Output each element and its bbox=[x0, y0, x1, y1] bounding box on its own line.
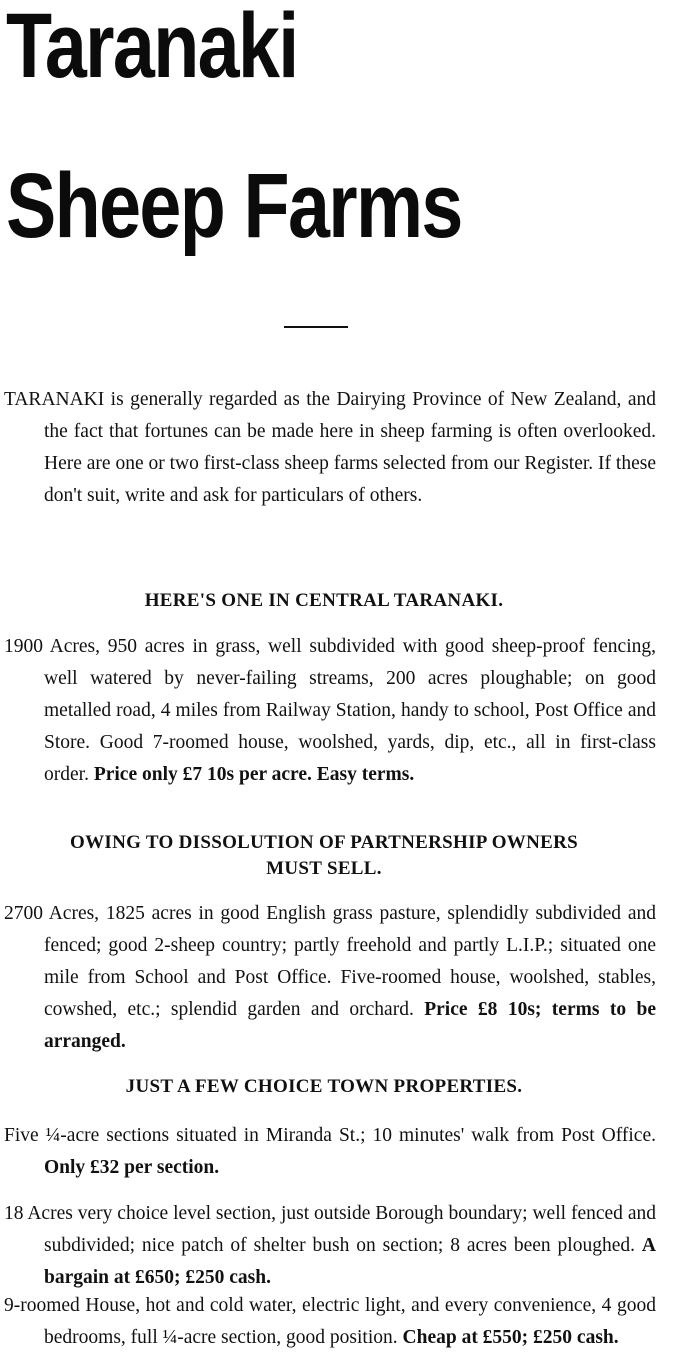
section-heading-town-properties bbox=[0, 1074, 648, 1100]
listing-price: Price £8 10s; terms to be arranged. bbox=[44, 999, 656, 1052]
listing-paragraph bbox=[4, 1120, 656, 1184]
heading-line: HERE'S ONE IN CENTRAL TARANAKI. bbox=[144, 590, 504, 611]
listing-price: A bargain at £650; £250 cash. bbox=[44, 1235, 656, 1288]
divider-rule bbox=[284, 326, 348, 328]
section-heading-dissolution bbox=[0, 830, 648, 882]
listing-text: Five ¼-acre sections situated in Miranda St.; 10 minutes' walk from Post Office. bbox=[4, 1125, 656, 1146]
section-heading-central-taranaki bbox=[0, 588, 648, 614]
listing-price: Price only £7 10s per acre. Easy terms. bbox=[93, 764, 415, 785]
listing-paragraph bbox=[4, 631, 656, 791]
heading-line: JUST A FEW CHOICE TOWN PROPERTIES. bbox=[125, 1076, 523, 1097]
listing-paragraph bbox=[4, 1290, 656, 1354]
heading-line: OWING TO DISSOLUTION OF PARTNERSHIP OWNERS bbox=[70, 832, 578, 853]
listing-text: 18 Acres very choice level section, just outside Borough boundary; well fenced and subdivided; nice patch of shelter bush on section; 8 acres been ploughed. bbox=[4, 1203, 656, 1256]
listing-text: 2700 Acres, 1825 acres in good English grass pasture, splendidly subdivided and fenced; good 2-sheep country; partly freehold and partly L.I.P.; situated one mile from School and Post Office. Five-roomed house, woolshed, stables, cowshed, etc.; splendid garden and orchard. bbox=[4, 903, 656, 1020]
intro-paragraph: TARANAKI is generally regarded as the Dairying Province of New Zealand, and the fact that fortunes can be made here in sheep farming is often overlooked. Here are one or two first-class sheep farms selected from our Register. If these don't suit, write and ask for particulars of others. bbox=[4, 389, 656, 506]
headline-line-1: Taranaki bbox=[6, 0, 298, 97]
heading-line: MUST SELL. bbox=[266, 858, 382, 879]
headline-line-2: Sheep Farms bbox=[6, 155, 462, 257]
listing-text: 9-roomed House, hot and cold water, electric light, and every convenience, 4 good bedrooms, full ¼-acre section, good position. bbox=[4, 1295, 656, 1348]
listing-price: Cheap at £550; £250 cash. bbox=[402, 1327, 619, 1348]
listing-price: Only £32 per section. bbox=[44, 1157, 220, 1178]
listing-text: 1900 Acres, 950 acres in grass, well subdivided with good sheep-proof fencing, well watered by never-failing streams, 200 acres ploughable; on good metalled road, 4 miles from Railway Station, handy to school, Post Office and Store. Good 7-roomed house, woolshed, yards, dip, etc., all in first-class order. bbox=[4, 636, 656, 785]
listing-paragraph bbox=[4, 898, 656, 1058]
listing-paragraph bbox=[4, 1198, 656, 1294]
